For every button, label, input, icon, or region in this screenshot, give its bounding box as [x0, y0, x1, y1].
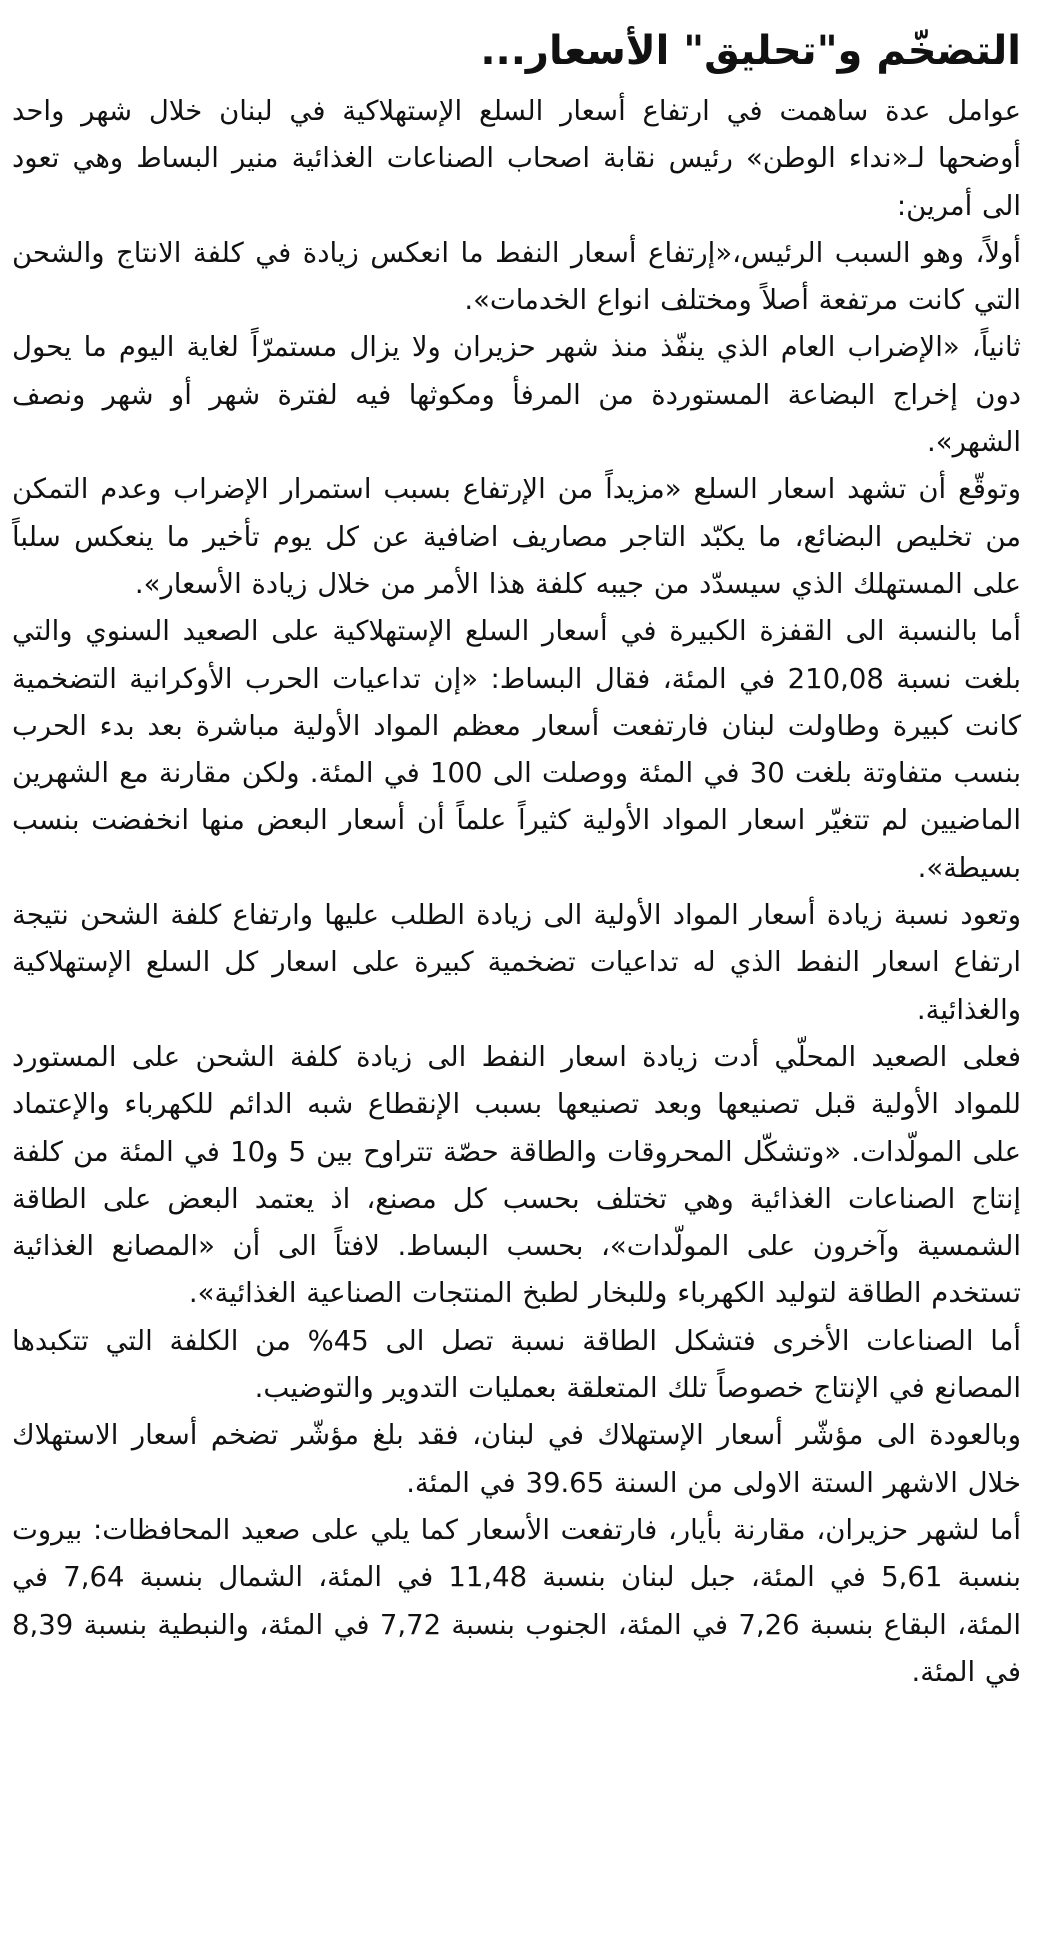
article-paragraph: فعلى الصعيد المحلّي أدت زيادة اسعار النفط الى زيادة كلفة الشحن على المستورد للمواد الأولية قبل تصنيعها وبعد تصنيعها بسبب الإنقطاع شبه الدائم للكهرباء والإعتماد على المولّدات. «وتشكّل المحروقات والطاقة حصّة تتراوح بين 5 و10 في المئة من كلفة إنتاج الصناعات الغذائية وهي تختلف بحسب كل مصنع، اذ يعتمد البعض على الطاقة الشمسية وآخرون على المولّدات»، بحسب البساط. لافتاً الى أن «المصانع الغذائية تستخدم الطاقة لتوليد الكهرباء وللبخار لطبخ المنتجات الصناعية الغذائية». — [12, 1040, 1021, 1310]
article-paragraph: وتوقّع أن تشهد اسعار السلع «مزيداً من الإرتفاع بسبب استمرار الإضراب وعدم التمكن من تخليص البضائع، ما يكبّد التاجر مصاريف اضافية عن كل يوم تأخير ما ينعكس سلباً على المستهلك الذي سيسدّد من جيبه كلفة هذا الأمر من خلال زيادة الأسعار». — [12, 473, 1021, 600]
article-title: التضخّم و"تحليق" الأسعار... — [480, 28, 1021, 74]
article-paragraph: أما لشهر حزيران، مقارنة بأيار، فارتفعت الأسعار كما يلي على صعيد المحافظات: بيروت بنسبة 5,61 في المئة، جبل لبنان بنسبة 11,48 في المئة، الشمال بنسبة 7,64 في المئة، البقاع بنسبة 7,26 في المئة، الجنوب بنسبة 7,72 في المئة، والنبطية بنسبة 8,39 في المئة. — [12, 1513, 1021, 1688]
article-paragraph: وبالعودة الى مؤشّر أسعار الإستهلاك في لبنان، فقد بلغ مؤشّر تضخم أسعار الاستهلاك خلال الاشهر الستة الاولى من السنة 39.65 في المئة. — [12, 1419, 1021, 1499]
article-paragraph: أما الصناعات الأخرى فتشكل الطاقة نسبة تصل الى 45% من الكلفة التي تتكبدها المصانع في الإنتاج خصوصاً تلك المتعلقة بعمليات التدوير والتوضيب. — [12, 1324, 1022, 1405]
article-paragraph: ثانياً، «الإضراب العام الذي ينفّذ منذ شهر حزيران ولا يزال مستمرّاً لغاية اليوم ما يحول دون إخراج البضاعة المستوردة من المرفأ ومكوثها فيه لفترة شهر أو شهر ونصف الشهر». — [12, 331, 1021, 459]
article-paragraph: أما بالنسبة الى القفزة الكبيرة في أسعار السلع الإستهلاكية على الصعيد السنوي والتي بلغت نسبة 210,08 في المئة، فقال البساط: «إن تداعيات الحرب الأوكرانية التضخمية كانت كبيرة وطاولت لبنان فارتفعت أسعار معظم المواد الأولية مباشرة بعد بدء الحرب بنسب متفاوتة بلغت 30 في المئة ووصلت الى 100 في المئة. ولكن مقارنة مع الشهرين الماضيين لم تتغيّر اسعار المواد الأولية كثيراً علماً أن أسعار البعض منها انخفضت بنسب بسيطة». — [12, 615, 1021, 884]
article-paragraph: عوامل عدة ساهمت في ارتفاع أسعار السلع الإستهلاكية في لبنان خلال شهر واحد أوضحها لـ«نداء الوطن» رئيس نقابة اصحاب الصناعات الغذائية منير البساط وهي تعود الى أمرين: — [12, 95, 1021, 222]
article-paragraph: أولاً، وهو السبب الرئيس،«إرتفاع أسعار النفط ما انعكس زيادة في كلفة الانتاج والشحن التي كانت مرتفعة أصلاً ومختلف انواع الخدمات». — [12, 236, 1021, 317]
article-paragraph: وتعود نسبة زيادة أسعار المواد الأولية الى زيادة الطلب عليها وارتفاع كلفة الشحن نتيجة ارتفاع اسعار النفط الذي له تداعيات تضخمية كبيرة على اسعار كل السلع الإستهلاكية والغذائية. — [12, 899, 1021, 1026]
